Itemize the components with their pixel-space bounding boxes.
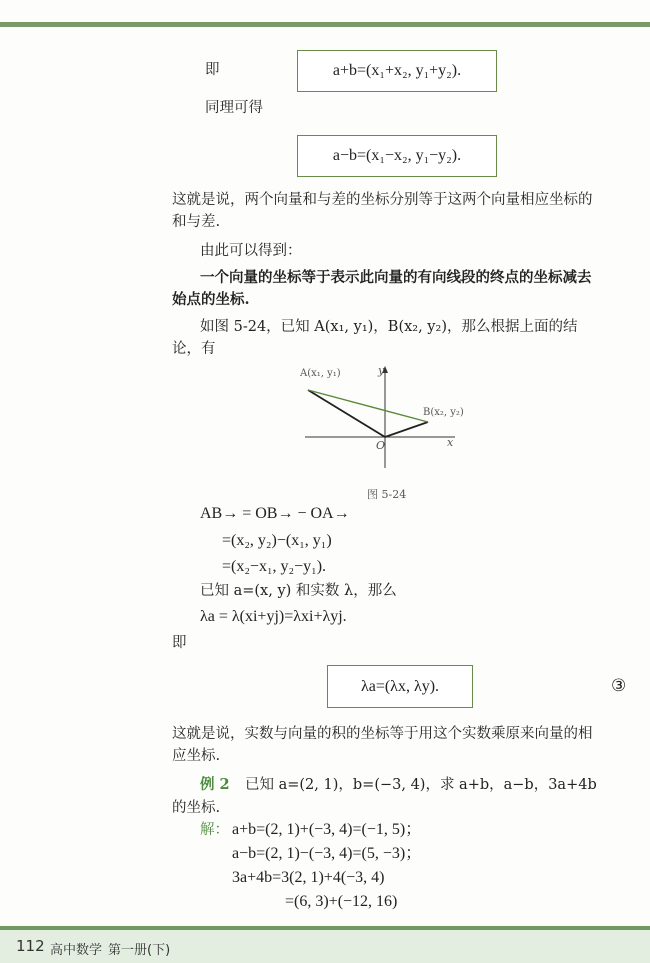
label-y: y (378, 364, 385, 377)
formula-number: ③ (611, 676, 627, 696)
book-volume: 第一册(下) (108, 943, 171, 958)
page-footer (0, 926, 650, 963)
solution-line: 3a+4b=3(2, 1)+4(−3, 4) (232, 869, 385, 886)
paragraph: 论，有 (172, 341, 216, 357)
text-ji: 即 (205, 62, 220, 78)
solution-line: a−b=(2, 1)−(−3, 4)=(5, −3)； (232, 845, 422, 862)
paragraph: 和与差. (172, 214, 221, 230)
solution-line: a+b=(2, 1)+(−3, 4)=(−1, 5)； (232, 821, 422, 838)
example-text: 已知 a=(2, 1)，b=(−3, 4)，求 a+b，a−b，3a+4b (245, 777, 597, 793)
equation: λa = λ(xi+yj)=λxi+λyj. (200, 608, 347, 625)
paragraph: 已知 a=(x, y) 和实数 λ，那么 (200, 583, 397, 599)
equation: =(x₂−x₁, y₂−y₁). (222, 558, 327, 575)
equation: AB→ = OB→ − OA→ (200, 505, 350, 522)
equation: =(x₂, y₂)−(x₁, y₁) (222, 532, 332, 549)
top-border (0, 22, 650, 27)
text-tongli: 同理可得 (205, 100, 263, 116)
solution-label: 解： (200, 822, 229, 838)
label-x: x (447, 436, 454, 449)
paragraph: 应坐标. (172, 748, 221, 764)
formula-box-scalar: λa=(λx, λy). (327, 665, 473, 708)
formula-box-sum: a+b=(x₁+x₂, y₁+y₂). (297, 50, 497, 92)
example-label: 例 2 (200, 776, 230, 793)
formula-box-diff: a−b=(x₁−x₂, y₁−y₂). (297, 135, 497, 177)
figure-caption: 图 5-24 (367, 488, 407, 501)
paragraph: 如图 5-24，已知 A(x₁, y₁)，B(x₂, y₂)，那么根据上面的结 (200, 319, 578, 335)
vector-OA (308, 390, 385, 437)
label-B: B(x₂, y₂) (423, 407, 464, 418)
label-A: A(x₁, y₁) (300, 368, 341, 379)
book-title: 高中数学 (50, 943, 103, 958)
solution-line: =(6, 3)+(−12, 16) (285, 893, 398, 910)
label-O: O (376, 439, 386, 452)
paragraph: 这就是说，两个向量和与差的坐标分别等于这两个向量相应坐标的 (172, 192, 593, 208)
theorem: 一个向量的坐标等于表示此向量的有向线段的终点的坐标减去 (200, 269, 592, 286)
text-ji: 即 (172, 635, 187, 651)
page-number: 112 (16, 937, 45, 955)
paragraph: 这就是说，实数与向量的积的坐标等于用这个实数乘原来向量的相 (172, 726, 593, 742)
example-text: 的坐标. (172, 800, 221, 816)
vector-OB (385, 422, 428, 437)
vector-AB (308, 390, 428, 422)
theorem: 始点的坐标. (172, 291, 250, 308)
paragraph: 由此可以得到： (200, 243, 302, 259)
